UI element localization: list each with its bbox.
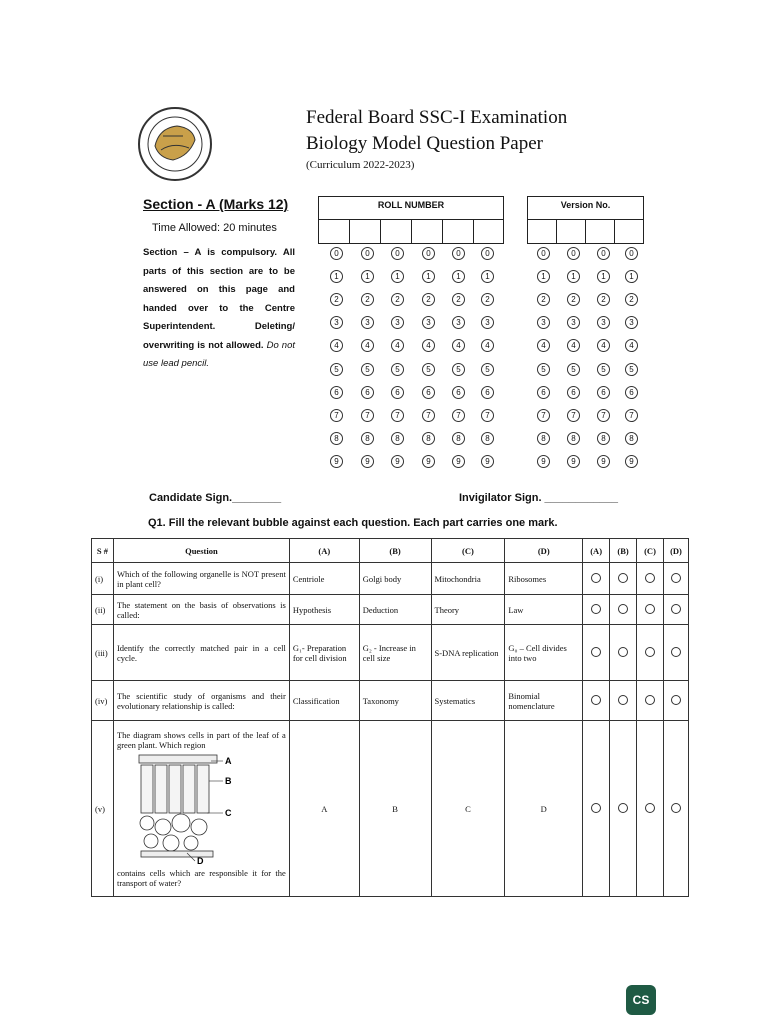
roll-digit-bubble[interactable]: 3: [481, 316, 494, 329]
roll-digit-bubble[interactable]: 5: [422, 363, 435, 376]
version-digit-bubble[interactable]: 2: [625, 293, 638, 306]
roll-digit-bubble[interactable]: 3: [361, 316, 374, 329]
bubble-icon[interactable]: [645, 573, 655, 583]
roll-digit-bubble[interactable]: 5: [452, 363, 465, 376]
paper-title: Federal Board SSC-I Examination: [306, 107, 568, 128]
roll-digit-bubble[interactable]: 8: [330, 432, 343, 445]
roll-digit-bubble[interactable]: 6: [391, 386, 404, 399]
answer-bubble-d[interactable]: [663, 721, 688, 897]
roll-digit-bubble[interactable]: 8: [361, 432, 374, 445]
roll-digit-bubble[interactable]: 7: [481, 409, 494, 422]
option-c: S-DNA replication: [431, 625, 505, 681]
version-digit-bubble[interactable]: 1: [567, 270, 580, 283]
option-c: Mitochondria: [431, 563, 505, 595]
paper-subtitle: Biology Model Question Paper: [306, 133, 543, 154]
roll-digit-bubble[interactable]: 2: [481, 293, 494, 306]
roll-digit-bubble[interactable]: 4: [330, 339, 343, 352]
roll-digit-bubble[interactable]: 9: [391, 455, 404, 468]
option-c: Theory: [431, 595, 505, 625]
col-header: (A): [289, 539, 359, 563]
option-b: B: [359, 721, 431, 897]
answer-bubble-b[interactable]: [610, 625, 637, 681]
roll-digit-bubble[interactable]: 1: [422, 270, 435, 283]
roll-digit-bubble[interactable]: 3: [330, 316, 343, 329]
answer-bubble-c[interactable]: [637, 681, 664, 721]
roll-digit-bubble[interactable]: 2: [422, 293, 435, 306]
roll-digit-bubble[interactable]: 4: [391, 339, 404, 352]
roll-digit-bubble[interactable]: 1: [330, 270, 343, 283]
row-sn: (iii): [92, 625, 114, 681]
row-sn: (v): [92, 721, 114, 897]
version-cell[interactable]: [615, 220, 643, 244]
answer-bubble-d[interactable]: [663, 681, 688, 721]
roll-digit-bubble[interactable]: 8: [452, 432, 465, 445]
roll-digit-bubble[interactable]: 5: [361, 363, 374, 376]
option-b: G₂ - Increase in cell size: [359, 625, 431, 681]
roll-digit-bubble[interactable]: 3: [391, 316, 404, 329]
roll-digit-bubble[interactable]: 0: [422, 247, 435, 260]
roll-digit-bubble[interactable]: 9: [481, 455, 494, 468]
diagram-label-a: A: [224, 755, 232, 766]
version-cell[interactable]: [586, 220, 615, 244]
answer-bubble-a[interactable]: [583, 563, 610, 595]
roll-digit-bubble[interactable]: 5: [330, 363, 343, 376]
answer-bubble-c[interactable]: [637, 595, 664, 625]
option-d: G₀ – Cell divides into two: [505, 625, 583, 681]
col-header: Question: [113, 539, 289, 563]
version-digit-bubble[interactable]: 5: [597, 363, 610, 376]
time-allowed: Time Allowed: 20 minutes: [152, 222, 277, 234]
invigilator-sign: Invigilator Sign. ____________: [459, 492, 618, 504]
roll-digit-bubble[interactable]: 9: [452, 455, 465, 468]
diagram-label-d: D: [196, 855, 204, 865]
version-digit-bubble[interactable]: 3: [537, 316, 550, 329]
col-header: (A): [583, 539, 610, 563]
roll-cell[interactable]: [381, 220, 412, 244]
version-digit-bubble[interactable]: 1: [537, 270, 550, 283]
version-digit-bubble[interactable]: 8: [567, 432, 580, 445]
version-digit-bubble[interactable]: 5: [625, 363, 638, 376]
version-cells: [528, 220, 643, 244]
roll-digit-bubble[interactable]: 0: [361, 247, 374, 260]
col-header: (B): [359, 539, 431, 563]
version-digit-bubble[interactable]: 0: [625, 247, 638, 260]
version-digit-bubble[interactable]: 9: [567, 455, 580, 468]
answer-bubble-d[interactable]: [663, 625, 688, 681]
version-cell[interactable]: [557, 220, 586, 244]
version-digit-bubble[interactable]: 2: [567, 293, 580, 306]
bubble-icon[interactable]: [591, 803, 601, 813]
roll-digit-bubble[interactable]: 5: [391, 363, 404, 376]
bubble-icon[interactable]: [618, 647, 628, 657]
roll-digit-bubble[interactable]: 6: [452, 386, 465, 399]
section-instructions: [143, 244, 295, 374]
version-digit-bubble[interactable]: 3: [597, 316, 610, 329]
roll-digit-bubble[interactable]: 8: [422, 432, 435, 445]
version-digit-bubble[interactable]: 6: [537, 386, 550, 399]
col-header: (B): [610, 539, 637, 563]
bubble-icon[interactable]: [618, 573, 628, 583]
row-question: [113, 721, 289, 897]
version-digit-bubble[interactable]: 2: [597, 293, 610, 306]
bubble-icon[interactable]: [645, 604, 655, 614]
bubble-icon[interactable]: [591, 573, 601, 583]
version-digit-bubble[interactable]: 7: [625, 409, 638, 422]
col-header: (C): [637, 539, 664, 563]
version-digit-bubble[interactable]: 5: [537, 363, 550, 376]
answer-bubble-a[interactable]: [583, 721, 610, 897]
roll-digit-bubble[interactable]: 4: [422, 339, 435, 352]
roll-cell[interactable]: [350, 220, 381, 244]
roll-digit-bubble[interactable]: 9: [330, 455, 343, 468]
bubble-icon[interactable]: [645, 695, 655, 705]
option-b: Golgi body: [359, 563, 431, 595]
roll-digit-bubble[interactable]: 6: [361, 386, 374, 399]
roll-digit-bubble[interactable]: 0: [391, 247, 404, 260]
table-row: [92, 595, 689, 625]
version-digit-bubble[interactable]: 4: [537, 339, 550, 352]
candidate-sign: Candidate Sign.________: [149, 492, 282, 504]
roll-digit-bubble[interactable]: 2: [330, 293, 343, 306]
roll-digit-bubble[interactable]: 8: [481, 432, 494, 445]
roll-digit-bubble[interactable]: 7: [330, 409, 343, 422]
roll-digit-bubble[interactable]: 5: [481, 363, 494, 376]
bubble-icon[interactable]: [618, 695, 628, 705]
bubble-icon[interactable]: [618, 604, 628, 614]
option-d: Binomial nomenclature: [505, 681, 583, 721]
option-b: Taxonomy: [359, 681, 431, 721]
version-digit-bubble[interactable]: 4: [567, 339, 580, 352]
roll-digit-bubble[interactable]: 0: [452, 247, 465, 260]
version-digit-bubble[interactable]: 9: [537, 455, 550, 468]
q1-instruction: Q1. Fill the relevant bubble against each question. Each part carries one mark.: [148, 517, 558, 529]
roll-digit-bubble[interactable]: 9: [422, 455, 435, 468]
answer-bubble-b[interactable]: [610, 721, 637, 897]
bubble-icon[interactable]: [591, 604, 601, 614]
option-c: C: [431, 721, 505, 897]
bubble-icon[interactable]: [671, 573, 681, 583]
roll-digit-bubble[interactable]: 7: [391, 409, 404, 422]
bubble-icon[interactable]: [671, 647, 681, 657]
version-digit-bubble[interactable]: 8: [537, 432, 550, 445]
instructions-italic: Do not use lead pencil.: [143, 339, 295, 369]
roll-digit-bubble[interactable]: 7: [452, 409, 465, 422]
answer-bubble-c[interactable]: [637, 625, 664, 681]
bubble-icon[interactable]: [671, 803, 681, 813]
diagram-label-c: C: [224, 807, 232, 818]
version-digit-bubble[interactable]: 6: [567, 386, 580, 399]
row-question: Which of the following organelle is NOT present in plant cell?: [113, 563, 289, 595]
col-header: S #: [92, 539, 114, 563]
answer-bubble-a[interactable]: [583, 625, 610, 681]
option-a: Hypothesis: [289, 595, 359, 625]
roll-cell[interactable]: [412, 220, 443, 244]
bubble-icon[interactable]: [591, 647, 601, 657]
roll-digit-bubble[interactable]: 3: [452, 316, 465, 329]
answer-bubble-d[interactable]: [663, 563, 688, 595]
version-digit-bubble[interactable]: 0: [537, 247, 550, 260]
roll-digit-bubble[interactable]: 8: [391, 432, 404, 445]
version-digit-bubble[interactable]: 9: [597, 455, 610, 468]
option-d: D: [505, 721, 583, 897]
version-label: Version No.: [528, 197, 643, 220]
roll-cell[interactable]: [443, 220, 474, 244]
option-b: Deduction: [359, 595, 431, 625]
roll-digit-bubble[interactable]: 7: [361, 409, 374, 422]
version-digit-bubble[interactable]: 7: [597, 409, 610, 422]
bubble-icon[interactable]: [645, 647, 655, 657]
bubble-icon[interactable]: [671, 604, 681, 614]
version-digit-bubble[interactable]: 2: [537, 293, 550, 306]
roll-digit-bubble[interactable]: 1: [361, 270, 374, 283]
version-digit-bubble[interactable]: 9: [625, 455, 638, 468]
col-header: (D): [663, 539, 688, 563]
row-sn: (ii): [92, 595, 114, 625]
row-question: Identify the correctly matched pair in a cell cycle.: [113, 625, 289, 681]
roll-digit-bubble[interactable]: 7: [422, 409, 435, 422]
roll-digit-bubble[interactable]: 0: [481, 247, 494, 260]
option-d: Law: [505, 595, 583, 625]
roll-digit-bubble[interactable]: 6: [330, 386, 343, 399]
camscanner-badge-icon: CS: [626, 985, 656, 1015]
roll-number-cells: [319, 220, 503, 244]
row-question: The scientific study of organisms and their evolutionary relationship is called:: [113, 681, 289, 721]
version-digit-bubble[interactable]: 4: [625, 339, 638, 352]
question-table: [91, 538, 689, 897]
table-row: [92, 625, 689, 681]
roll-digit-bubble[interactable]: 6: [422, 386, 435, 399]
roll-digit-bubble[interactable]: 4: [481, 339, 494, 352]
version-digit-bubble[interactable]: 3: [625, 316, 638, 329]
roll-digit-bubble[interactable]: 3: [422, 316, 435, 329]
answer-bubble-b[interactable]: [610, 563, 637, 595]
row-sn: (iv): [92, 681, 114, 721]
version-digit-bubble[interactable]: 0: [567, 247, 580, 260]
roll-digit-bubble[interactable]: 9: [361, 455, 374, 468]
table-row: [92, 681, 689, 721]
roll-cell[interactable]: [319, 220, 350, 244]
version-box: [527, 196, 644, 244]
version-digit-bubble[interactable]: 3: [567, 316, 580, 329]
roll-digit-bubble[interactable]: 4: [452, 339, 465, 352]
answer-bubble-a[interactable]: [583, 681, 610, 721]
version-digit-bubble[interactable]: 0: [597, 247, 610, 260]
table-header-row: [92, 539, 689, 563]
answer-bubble-a[interactable]: [583, 595, 610, 625]
version-digit-bubble[interactable]: 8: [625, 432, 638, 445]
col-header: (D): [505, 539, 583, 563]
section-heading: Section - A (Marks 12): [143, 196, 289, 212]
curriculum-label: (Curriculum 2022-2023): [306, 159, 415, 171]
version-digit-bubble[interactable]: 8: [597, 432, 610, 445]
version-digit-bubble[interactable]: 4: [597, 339, 610, 352]
option-a: G₁- Preparation for cell division: [289, 625, 359, 681]
answer-bubble-b[interactable]: [610, 595, 637, 625]
version-digit-bubble[interactable]: 1: [597, 270, 610, 283]
option-a: A: [289, 721, 359, 897]
option-a: Classification: [289, 681, 359, 721]
version-digit-bubble[interactable]: 7: [537, 409, 550, 422]
version-digit-bubble[interactable]: 6: [597, 386, 610, 399]
board-logo: [137, 106, 213, 182]
roll-digit-bubble[interactable]: 2: [391, 293, 404, 306]
roll-digit-bubble[interactable]: 1: [391, 270, 404, 283]
version-cell[interactable]: [528, 220, 557, 244]
roll-cell[interactable]: [474, 220, 503, 244]
version-digit-bubble[interactable]: 1: [625, 270, 638, 283]
version-digit-bubble[interactable]: 5: [567, 363, 580, 376]
roll-digit-bubble[interactable]: 2: [361, 293, 374, 306]
bubble-icon[interactable]: [645, 803, 655, 813]
roll-digit-bubble[interactable]: 4: [361, 339, 374, 352]
col-header: (C): [431, 539, 505, 563]
roll-digit-bubble[interactable]: 1: [481, 270, 494, 283]
diagram-label-b: B: [224, 775, 232, 786]
answer-bubble-b[interactable]: [610, 681, 637, 721]
leaf-cell-diagram: [117, 753, 267, 865]
option-d: Ribosomes: [505, 563, 583, 595]
roll-digit-bubble[interactable]: 0: [330, 247, 343, 260]
roll-digit-bubble[interactable]: 6: [481, 386, 494, 399]
table-row: [92, 563, 689, 595]
bubble-icon[interactable]: [671, 695, 681, 705]
answer-bubble-c[interactable]: [637, 563, 664, 595]
roll-digit-bubble[interactable]: 1: [452, 270, 465, 283]
bubble-icon[interactable]: [591, 695, 601, 705]
version-digit-bubble[interactable]: 7: [567, 409, 580, 422]
answer-bubble-c[interactable]: [637, 721, 664, 897]
question-text-end: contains cells which are responsible it for the transport of water?: [116, 867, 286, 888]
table-row: [92, 721, 689, 897]
roll-number-label: ROLL NUMBER: [319, 197, 503, 220]
bubble-icon[interactable]: [618, 803, 628, 813]
version-digit-bubble[interactable]: 6: [625, 386, 638, 399]
row-question: The statement on the basis of observations is called:: [113, 595, 289, 625]
answer-bubble-d[interactable]: [663, 595, 688, 625]
roll-number-box: [318, 196, 504, 244]
option-c: Systematics: [431, 681, 505, 721]
row-sn: (i): [92, 563, 114, 595]
option-a: Centriole: [289, 563, 359, 595]
instructions-text: Section – A is compulsory. All parts of this section are to be answered on this page and handed over to the Centre Superintendent. Deleting/ overwriting is not allowed.: [143, 247, 295, 351]
question-text: The diagram shows cells in part of the leaf of a green plant. Which region: [116, 729, 286, 750]
roll-digit-bubble[interactable]: 2: [452, 293, 465, 306]
